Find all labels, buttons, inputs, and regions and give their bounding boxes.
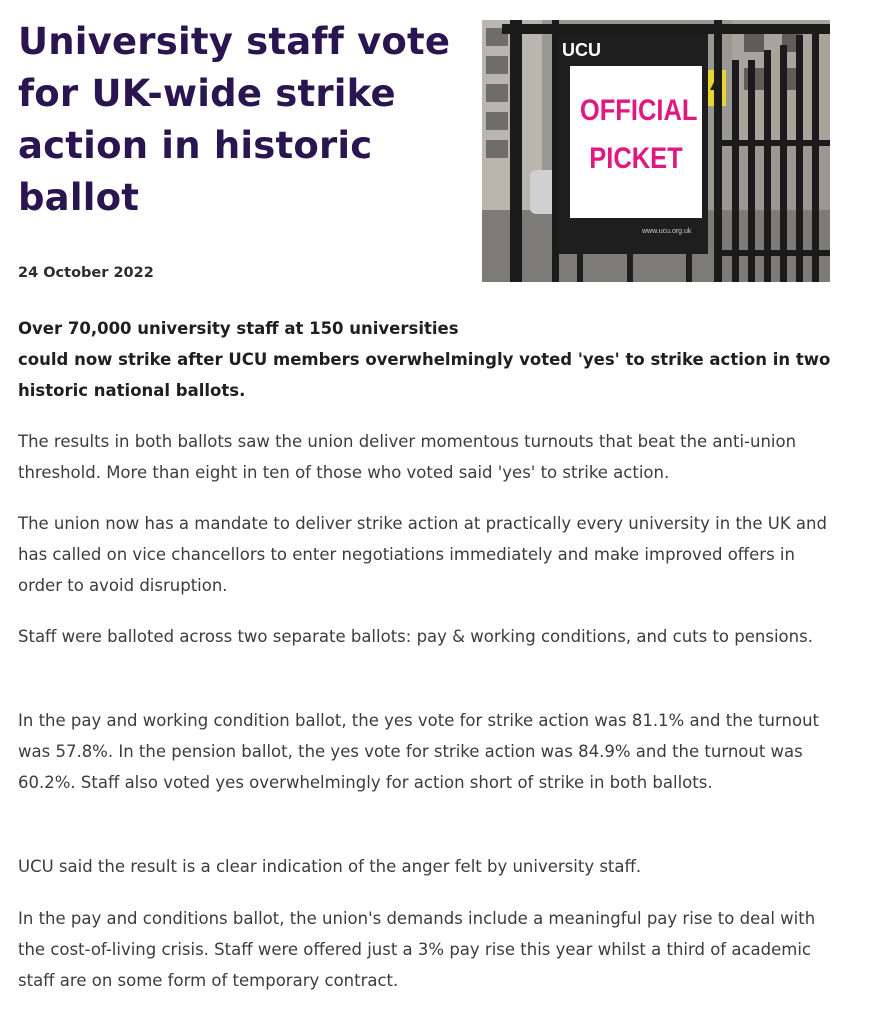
- sign-url: www.ucu.org.uk: [642, 228, 692, 235]
- article-intro: [18, 313, 838, 406]
- sign-text-picket: PICKET: [589, 142, 683, 175]
- paragraph-6: In the pay and conditions ballot, the union's demands include a meaningful pay rise to deal with the cost-of-living crisis. Staff were offered just a 3% pay rise this year whilst a third of academic staff are on some form of temporary contract.: [18, 909, 816, 990]
- article-date: 24 October 2022: [18, 265, 154, 281]
- official-picket-photo: [482, 20, 830, 282]
- intro-line-1: Over 70,000 university staff at 150 universities: [18, 319, 459, 338]
- paragraph-5: UCU said the result is a clear indication of the anger felt by university staff.: [18, 857, 642, 876]
- sign-text-official: OFFICIAL: [579, 94, 698, 127]
- paragraph-1: The results in both ballots saw the union deliver momentous turnouts that beat the anti-union threshold. More than eight in ten of those who voted said 'yes' to strike action.: [18, 432, 797, 482]
- article-headline: University staff vote for UK-wide strike action in historic ballot: [18, 20, 451, 219]
- paragraph-4: In the pay and working condition ballot, the yes vote for strike action was 81.1% and the turnout was 57.8%. In the pension ballot, the yes vote for strike action was 84.9% and the turnout was 60.2%. Staff also voted yes overwhelmingly for action short of strike in both ballots.: [18, 711, 819, 792]
- ucu-logo: UCU: [562, 40, 601, 60]
- paragraph-2: The union now has a mandate to deliver strike action at practically every university in the UK and has called on vice chancellors to enter negotiations immediately and make improved offers in order to avoid disruption.: [18, 514, 827, 595]
- paragraph-3: Staff were balloted across two separate ballots: pay & working conditions, and cuts to pensions.: [18, 627, 813, 646]
- intro-line-2: could now strike after UCU members overwhelmingly voted 'yes' to strike action in two historic national ballots.: [18, 350, 831, 400]
